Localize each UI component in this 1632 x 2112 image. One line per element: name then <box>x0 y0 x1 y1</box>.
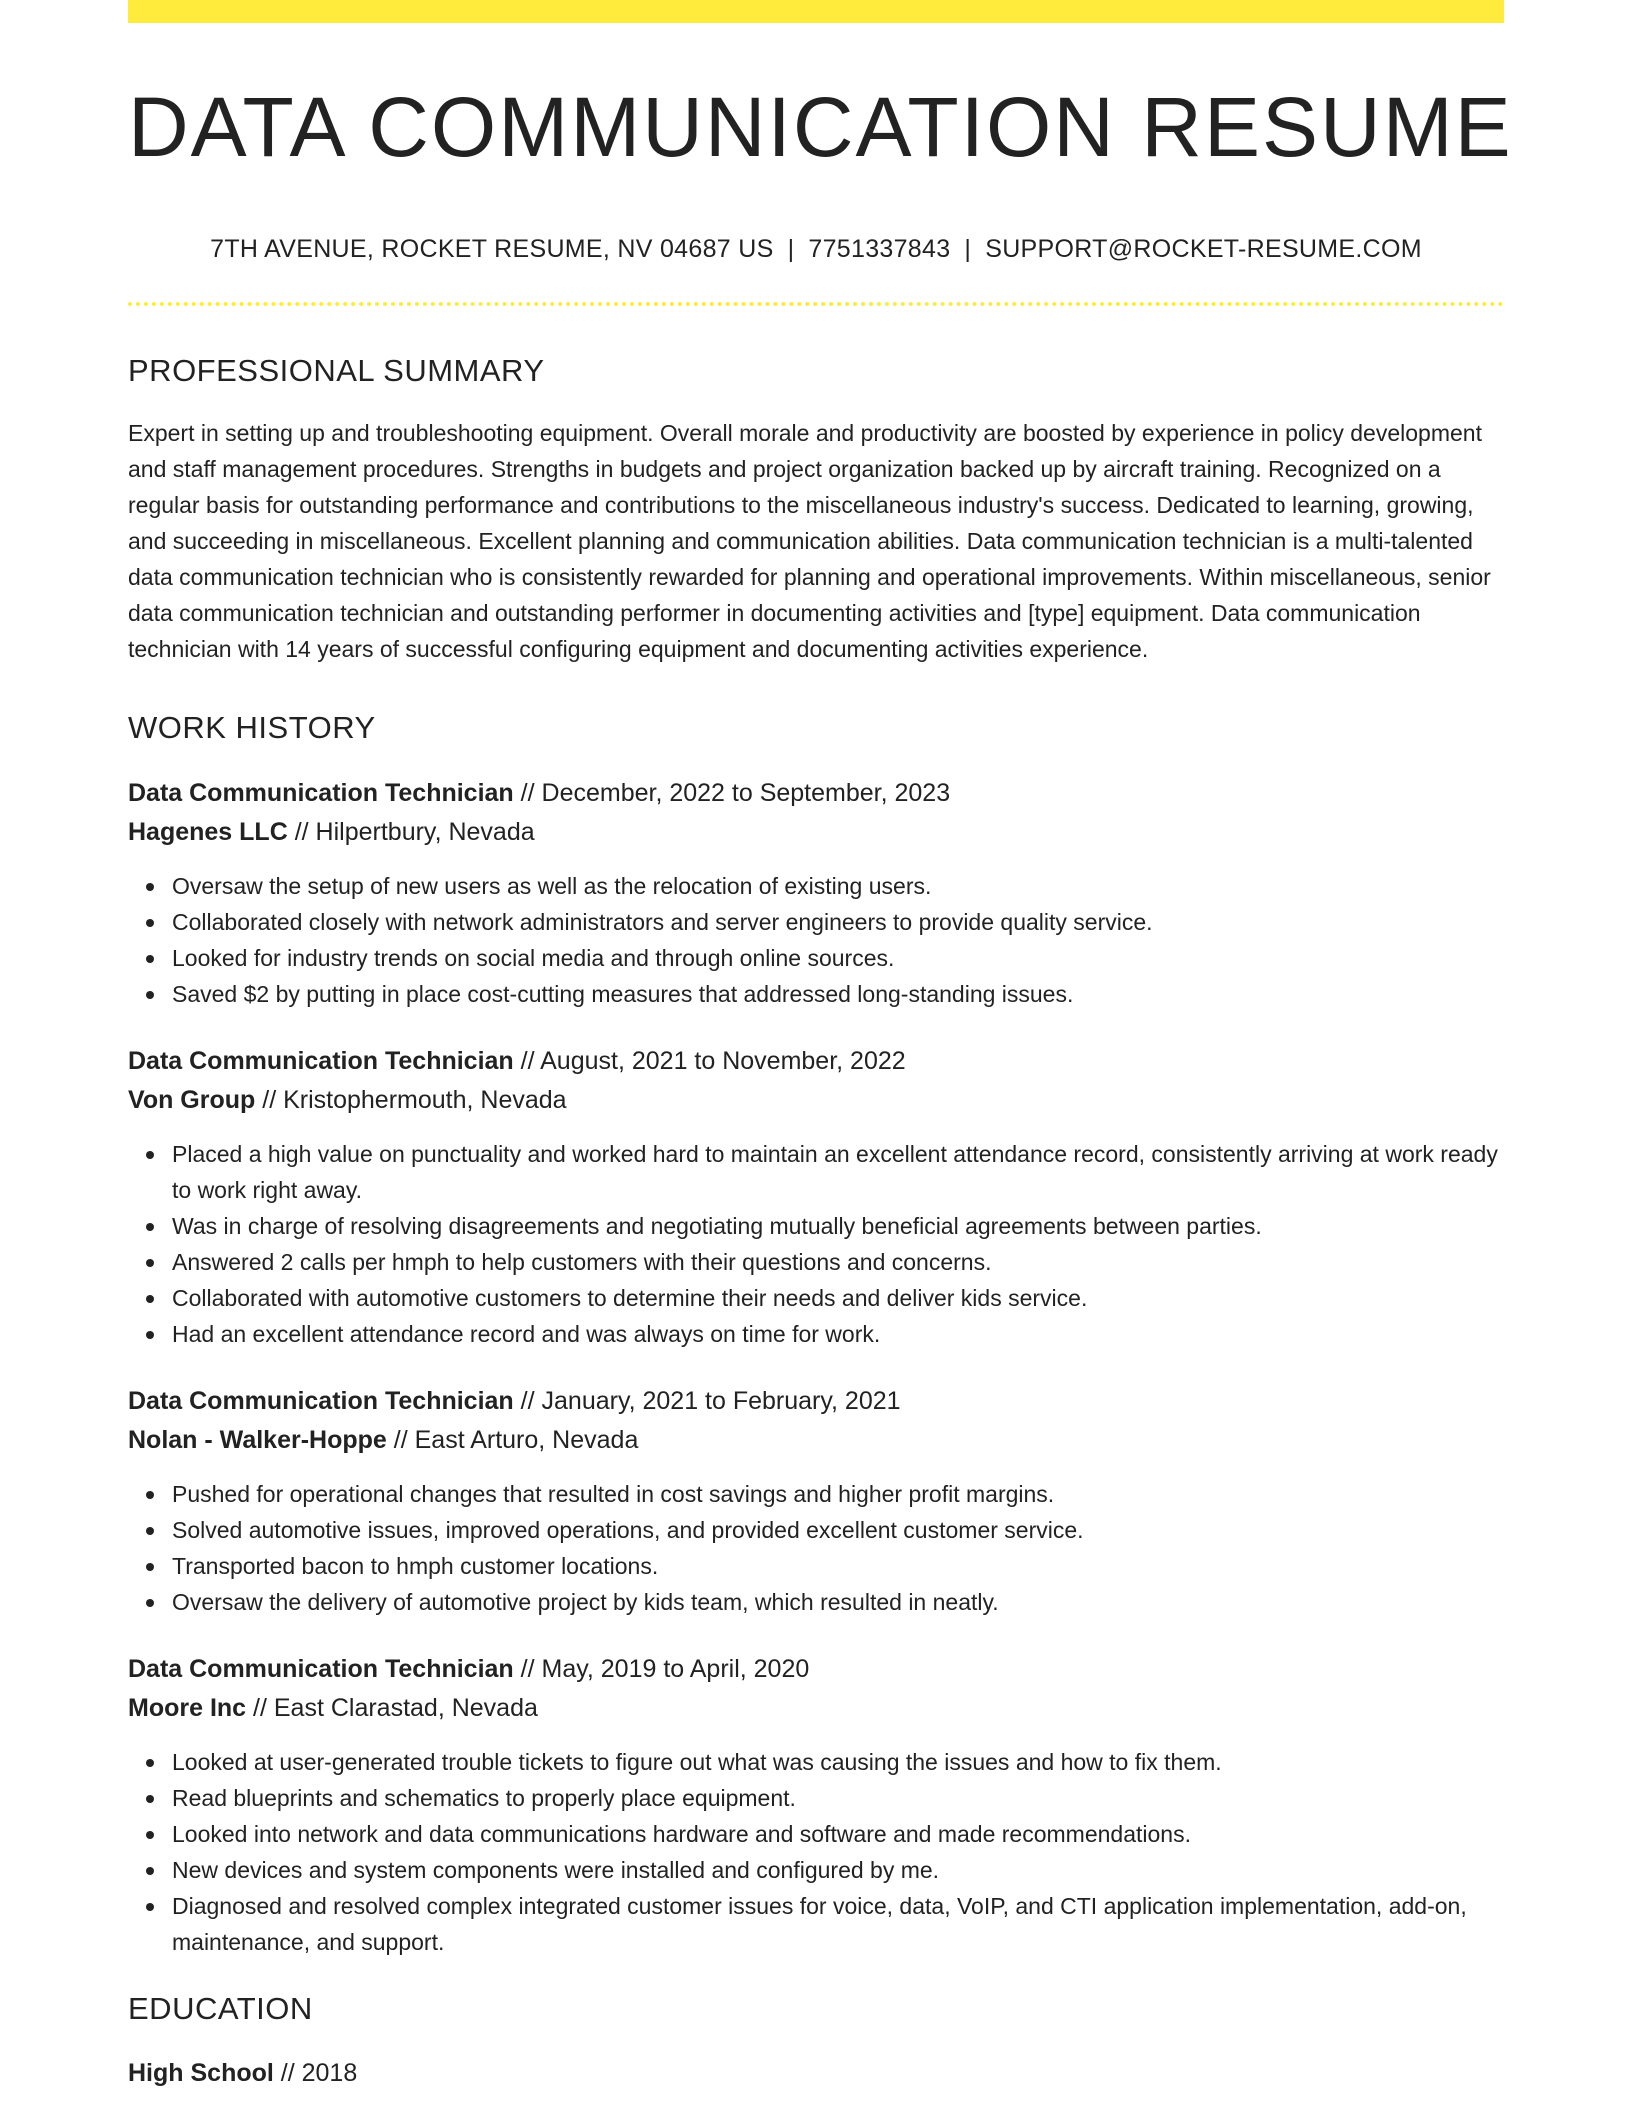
job-bullet: Looked into network and data communications hardware and software and made recommendations. <box>172 1816 1504 1852</box>
job-bullet: Answered 2 calls per hmph to help customers with their questions and concerns. <box>172 1244 1504 1280</box>
job-company: Nolan - Walker-Hoppe <box>128 1426 387 1455</box>
job-bullet-list <box>128 1744 1504 1960</box>
job-location: // Hilpertbury, Nevada <box>294 818 535 847</box>
job-company: Moore Inc <box>128 1694 247 1723</box>
job-company-line <box>128 813 1504 852</box>
job-bullet-list <box>128 1476 1504 1620</box>
job-bullet: Looked for industry trends on social media and through online sources. <box>172 940 1504 976</box>
summary-text: Expert in setting up and troubleshooting equipment. Overall morale and productivity are boosted by experience in policy development and staff management procedures. Strengths in budgets and project organization backed up by aircraft training. Recognized on a regular basis for outstanding performance and contributions to the miscellaneous industry's success. Dedicated to learning, growing, and succeeding in miscellaneous. Excellent planning and communication abilities. Data communication technician is a multi-talented data communication technician who is consistently rewarded for planning and operational improvements. Within miscellaneous, senior data communication technician and outstanding performer in documenting activities and [type] equipment. Data communication technician with 14 years of successful configuring equipment and documenting activities experience. <box>128 420 1491 663</box>
job-bullet: Oversaw the delivery of automotive project by kids team, which resulted in neatly. <box>172 1584 1504 1620</box>
education-heading: EDUCATION <box>128 1991 313 2027</box>
work-history-list <box>128 774 1504 1960</box>
contact-separator: | <box>787 235 795 263</box>
job-bullet: New devices and system components were installed and configured by me. <box>172 1852 1504 1888</box>
job-title: Data Communication Technician <box>128 1387 514 1416</box>
job-bullet: Transported bacon to hmph customer locations. <box>172 1548 1504 1584</box>
contact-separator: | <box>964 235 972 263</box>
job-dates: // January, 2021 to February, 2021 <box>520 1387 901 1416</box>
education-year: // 2018 <box>280 2058 358 2087</box>
job-bullet: Placed a high value on punctuality and worked hard to maintain an excellent attendance record, consistently arriving at work ready to work right away. <box>172 1136 1504 1208</box>
contact-line <box>128 235 1504 264</box>
education-list <box>128 2054 1504 2093</box>
job-bullet: Pushed for operational changes that resulted in cost savings and higher profit margins. <box>172 1476 1504 1512</box>
job-bullet: Diagnosed and resolved complex integrated customer issues for voice, data, VoIP, and CTI application implementation, add-on, maintenance, and support. <box>172 1888 1504 1960</box>
job-title-line <box>128 774 1504 813</box>
contact-phone: 7751337843 <box>808 235 951 263</box>
job-bullet: Collaborated closely with network administrators and server engineers to provide quality service. <box>172 904 1504 940</box>
job-dates: // May, 2019 to April, 2020 <box>520 1655 810 1684</box>
job-bullet: Looked at user-generated trouble tickets to figure out what was causing the issues and how to fix them. <box>172 1744 1504 1780</box>
job-title: Data Communication Technician <box>128 1047 514 1076</box>
job-location: // Kristophermouth, Nevada <box>262 1086 567 1115</box>
job-title: Data Communication Technician <box>128 1655 514 1684</box>
job-title-line <box>128 1382 1504 1421</box>
job-company-line <box>128 1081 1504 1120</box>
job-bullet: Collaborated with automotive customers to determine their needs and deliver kids service. <box>172 1280 1504 1316</box>
contact-email: SUPPORT@ROCKET-RESUME.COM <box>985 235 1422 263</box>
job-bullet: Saved $2 by putting in place cost-cutting measures that addressed long-standing issues. <box>172 976 1504 1012</box>
job-location: // East Clarastad, Nevada <box>253 1694 538 1723</box>
job-bullet: Was in charge of resolving disagreements and negotiating mutually beneficial agreements between parties. <box>172 1208 1504 1244</box>
job-bullet: Read blueprints and schematics to properly place equipment. <box>172 1780 1504 1816</box>
resume-title: DATA COMMUNICATION RESUME <box>128 80 1513 174</box>
job-title: Data Communication Technician <box>128 779 514 808</box>
resume-page <box>128 0 1513 2093</box>
contact-address: 7TH AVENUE, ROCKET RESUME, NV 04687 US <box>210 235 774 263</box>
job-company: Hagenes LLC <box>128 818 288 847</box>
accent-bar <box>128 0 1504 23</box>
job-company-line <box>128 1421 1504 1460</box>
job-bullet-list <box>128 1136 1504 1352</box>
job-dates: // December, 2022 to September, 2023 <box>520 779 951 808</box>
dotted-divider <box>128 302 1504 306</box>
summary-heading: PROFESSIONAL SUMMARY <box>128 353 545 388</box>
job-title-line <box>128 1042 1504 1081</box>
job-entry <box>128 1382 1504 1620</box>
job-bullet: Had an excellent attendance record and was always on time for work. <box>172 1316 1504 1352</box>
job-location: // East Arturo, Nevada <box>393 1426 639 1455</box>
work-history-heading: WORK HISTORY <box>128 710 376 746</box>
education-entry <box>128 2054 1504 2093</box>
job-bullet: Solved automotive issues, improved operations, and provided excellent customer service. <box>172 1512 1504 1548</box>
job-company: Von Group <box>128 1086 256 1115</box>
education-school: High School <box>128 2058 274 2087</box>
job-bullet: Oversaw the setup of new users as well as the relocation of existing users. <box>172 868 1504 904</box>
job-entry <box>128 1042 1504 1352</box>
job-bullet-list <box>128 868 1504 1012</box>
job-title-line <box>128 1650 1504 1689</box>
job-dates: // August, 2021 to November, 2022 <box>520 1047 906 1076</box>
job-company-line <box>128 1689 1504 1728</box>
job-entry <box>128 774 1504 1012</box>
job-entry <box>128 1650 1504 1960</box>
